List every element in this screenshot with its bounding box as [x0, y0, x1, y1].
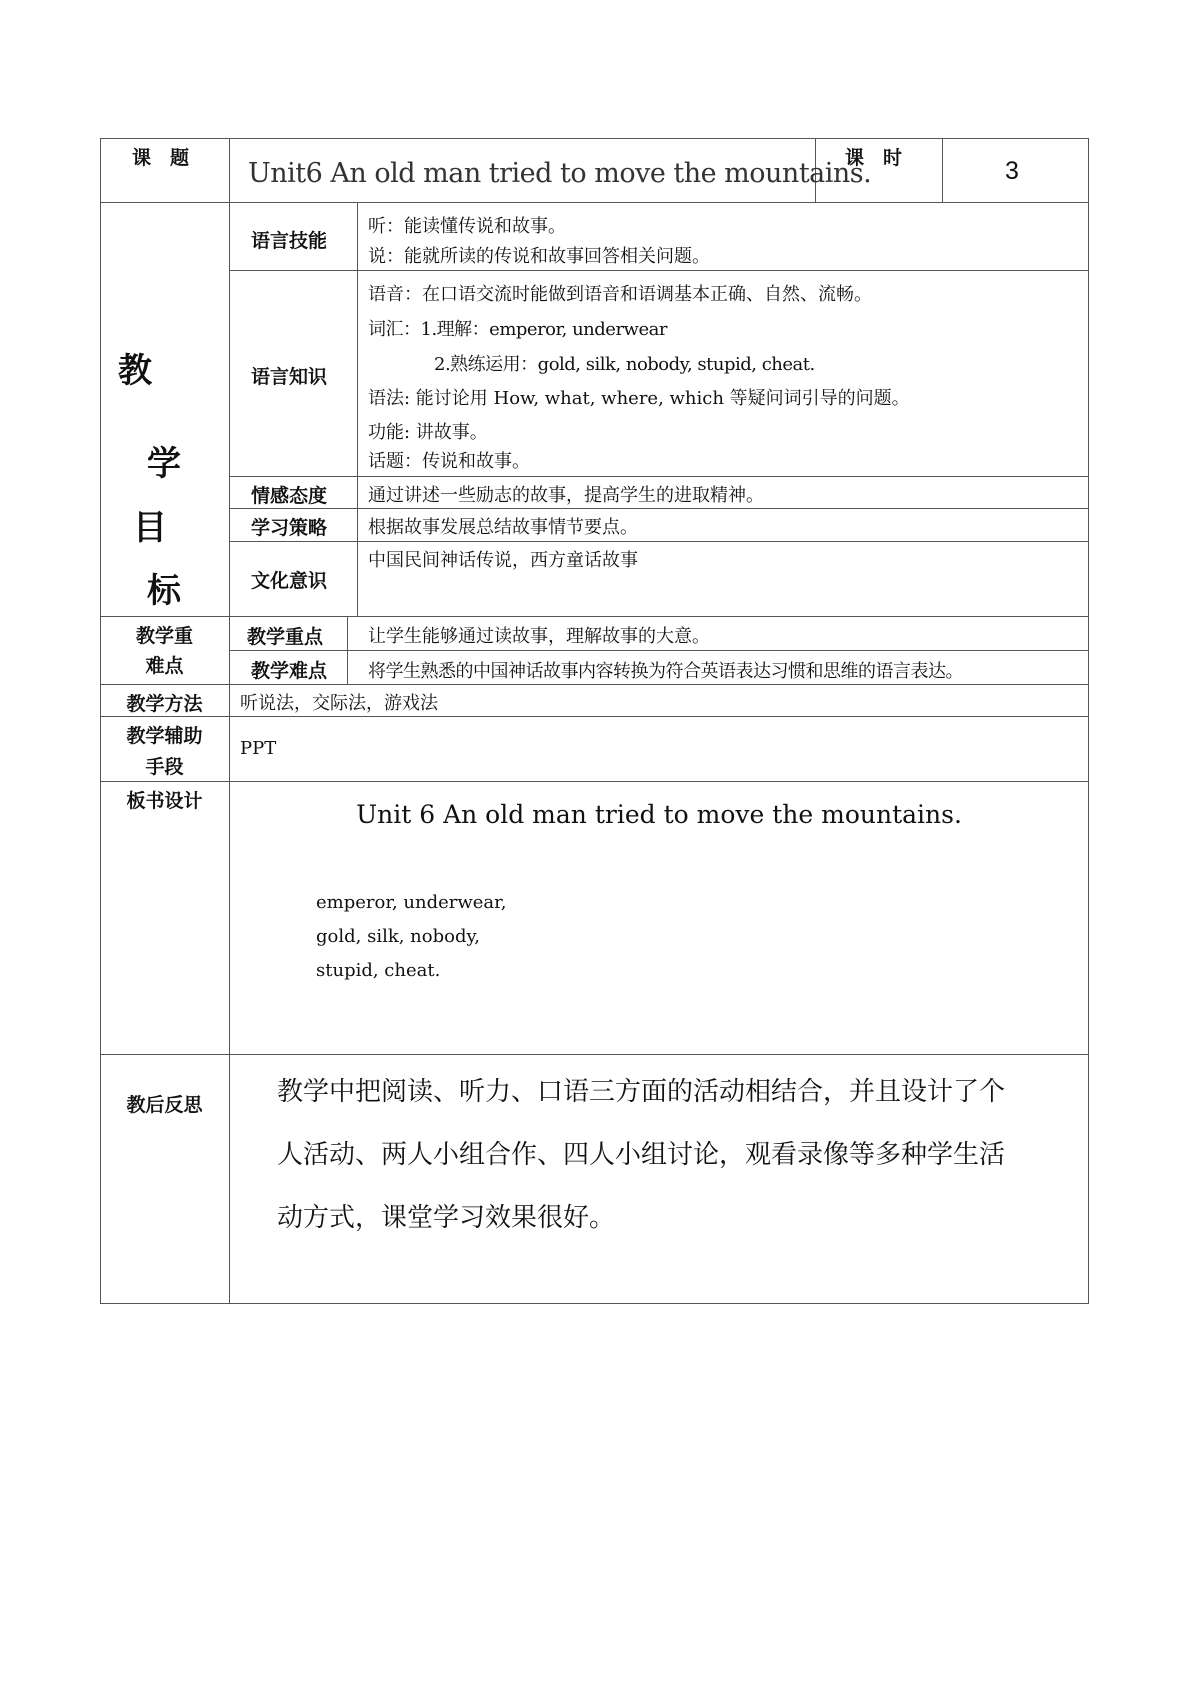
row-divider	[229, 541, 1089, 542]
column-divider	[229, 138, 230, 1304]
row-divider	[100, 202, 1089, 203]
row-divider	[100, 716, 1089, 717]
knowledge-line: 语音：在口语交流时能做到语音和语调基本正确、自然、流畅。	[368, 284, 872, 305]
culture-text: 中国民间神话传说，西方童话故事	[368, 550, 638, 571]
row-divider	[100, 1054, 1089, 1055]
topic-value: Unit6 An old man tried to move the mountains.	[248, 158, 872, 189]
reflection-line: 教学中把阅读、听力、口语三方面的活动相结合，并且设计了个	[277, 1077, 1006, 1107]
difficult-point-label: 教学难点	[251, 660, 328, 682]
row-divider	[229, 650, 1089, 651]
key-points-label: 教学重	[135, 625, 193, 647]
row-divider	[229, 270, 1089, 271]
row-divider	[229, 508, 1089, 509]
culture-label: 文化意识	[251, 570, 328, 592]
methods-text: 听说法，交际法，游戏法	[240, 693, 438, 714]
skills-line: 说：能就所读的传说和故事回答相关问题。	[368, 246, 710, 267]
lesson-plan-table	[100, 138, 1089, 1304]
key-points-label: 难点	[145, 655, 184, 677]
knowledge-line: 2.熟练运用：gold, silk, nobody, stupid, cheat.	[434, 354, 815, 375]
difficult-point-text: 将学生熟悉的中国神话故事内容转换为符合英语表达习惯和思维的语言表达。	[368, 661, 963, 682]
reflection-line: 人活动、两人小组合作、四人小组讨论，观看录像等多种学生活	[277, 1140, 1006, 1170]
key-point-text: 让学生能够通过读故事，理解故事的大意。	[368, 626, 710, 647]
row-divider	[229, 476, 1089, 477]
strategy-label: 学习策略	[251, 517, 328, 539]
aids-text: PPT	[240, 738, 277, 759]
objectives-label-char: 目	[133, 508, 167, 548]
topic-label: 课 题	[132, 147, 190, 169]
column-divider	[357, 202, 358, 616]
row-divider	[100, 616, 1089, 617]
skills-line: 听：能读懂传说和故事。	[368, 216, 566, 237]
board-word-line: stupid, cheat.	[316, 960, 441, 981]
skills-label: 语言技能	[251, 230, 328, 252]
reflection-line: 动方式，课堂学习效果很好。	[277, 1203, 616, 1233]
knowledge-line: 功能: 讲故事。	[368, 422, 488, 443]
row-divider	[100, 684, 1089, 685]
knowledge-line: 词汇：1.理解：emperor, underwear	[368, 319, 667, 340]
row-divider	[100, 781, 1089, 782]
board-title: Unit 6 An old man tried to move the mountains.	[356, 800, 962, 829]
attitude-label: 情感态度	[251, 485, 328, 507]
strategy-text: 根据故事发展总结故事情节要点。	[368, 517, 638, 538]
period-label: 课 时	[845, 147, 903, 169]
board-word-line: gold, silk, nobody,	[316, 926, 480, 947]
board-label: 板书设计	[126, 790, 203, 812]
column-divider	[942, 138, 943, 202]
knowledge-line: 话题：传说和故事。	[368, 451, 530, 472]
board-word-line: emperor, underwear,	[316, 892, 507, 913]
column-divider	[347, 616, 348, 684]
aids-label: 教学辅助	[126, 725, 203, 747]
methods-label: 教学方法	[126, 693, 203, 715]
objectives-label-char: 学	[147, 444, 181, 484]
attitude-text: 通过讲述一些励志的故事，提高学生的进取精神。	[368, 485, 764, 506]
key-point-label: 教学重点	[247, 626, 324, 648]
reflection-label: 教后反思	[126, 1094, 203, 1116]
period-value: 3	[1005, 157, 1019, 185]
knowledge-line: 语法: 能讨论用 How, what, where, which 等疑问词引导的问题。	[368, 388, 910, 409]
aids-label: 手段	[145, 756, 184, 778]
knowledge-label: 语言知识	[251, 366, 328, 388]
objectives-label-char: 教	[118, 351, 152, 391]
objectives-label-char: 标	[147, 571, 181, 611]
